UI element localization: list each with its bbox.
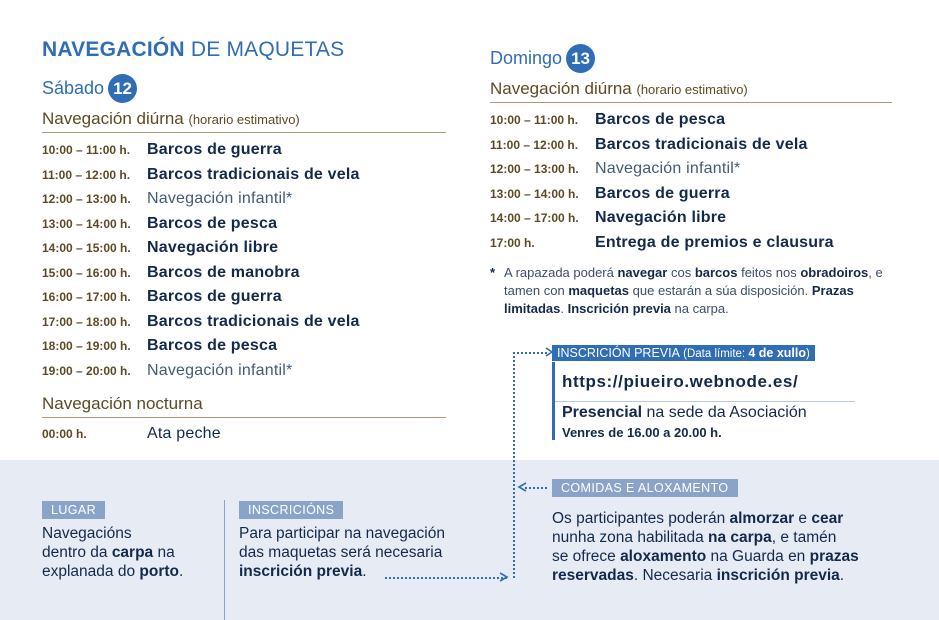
row-event: Navegación infantil* [147, 190, 293, 207]
sunday-day-section [490, 79, 892, 103]
row-time: 17:00 h. [490, 235, 535, 250]
row-event: Barcos tradicionais de vela [595, 135, 808, 153]
row-event: Barcos tradicionais de vela [147, 165, 360, 183]
inscription-label: INSCRICIÓN PREVIA (Data límite: 4 de xullo) [552, 345, 815, 361]
schedule-row [490, 111, 725, 129]
office-hours: Venres de 16.00 a 20.00 h. [562, 425, 722, 440]
footnote-text: A rapazada poderá navegar cos barcos feitos nos obradoiros, e tamen con maquetas que estarán a súa disposición. Prazas limitadas. Inscrición previa na carpa. [504, 265, 883, 316]
schedule-row [42, 313, 360, 331]
schedule-row [42, 190, 292, 208]
row-event: Barcos de pesca [595, 111, 726, 128]
schedule-row [490, 234, 834, 252]
row-time: 12:00 – 13:00 h. [490, 162, 579, 176]
schedule-row [42, 215, 277, 233]
row-time: 17:00 – 18:00 h. [42, 314, 131, 329]
footnote-star: * [490, 265, 496, 280]
row-event: Barcos de guerra [147, 288, 282, 305]
schedule-row [42, 425, 221, 443]
row-event: Navegación infantil* [595, 160, 741, 177]
connector-line [513, 352, 547, 354]
comidas-tag: COMIDAS E ALOXAMENTO [552, 479, 738, 497]
divider [555, 401, 855, 402]
row-event: Ata peche [147, 425, 221, 442]
row-event: Barcos de pesca [147, 214, 278, 232]
presencial-text: Presencial na sede da Asociación [562, 404, 807, 421]
schedule-row [42, 239, 278, 257]
day-label: Sábado [42, 78, 105, 98]
lugar-tag: LUGAR [42, 501, 105, 519]
row-time: 14:00 – 15:00 h. [42, 241, 131, 255]
section-note: (horario estimativo) [188, 112, 300, 127]
schedule-row [42, 288, 282, 306]
connector-line [525, 487, 547, 489]
row-event: Barcos de manobra [147, 263, 300, 281]
row-time: 11:00 – 12:00 h. [42, 167, 131, 182]
registration-link[interactable]: https://piueiro.webnode.es/ [562, 372, 799, 391]
day-number-badge: 12 [108, 74, 137, 103]
row-event: Barcos tradicionais de vela [147, 312, 360, 330]
day-label: Domingo [490, 48, 563, 68]
row-event: Navegación libre [595, 209, 727, 226]
row-time: 13:00 – 14:00 h. [490, 186, 579, 201]
section-label: Navegación diúrna [42, 109, 184, 128]
lugar-text: Navegacións dentro da carpa na explanada do porto. [42, 525, 184, 580]
title-rest: DE MAQUETAS [184, 38, 345, 61]
day-number-badge: 13 [566, 44, 595, 73]
row-time: 11:00 – 12:00 h. [490, 137, 579, 152]
row-time: 10:00 – 11:00 h. [490, 113, 579, 127]
schedule-row [42, 264, 300, 282]
section-note: (horario estimativo) [636, 82, 748, 97]
row-time: 19:00 – 20:00 h. [42, 363, 131, 378]
schedule-row [42, 337, 277, 355]
schedule-row [490, 209, 726, 227]
row-time: 00:00 h. [42, 427, 87, 441]
row-event: Entrega de premios e clausura [595, 233, 834, 251]
row-event: Barcos de pesca [147, 337, 278, 354]
section-label: Navegación diúrna [490, 79, 632, 98]
schedule-row [490, 185, 730, 203]
row-time: 10:00 – 11:00 h. [42, 143, 131, 157]
row-time: 14:00 – 17:00 h. [490, 211, 579, 225]
row-event: Barcos de guerra [147, 141, 282, 158]
schedule-row [42, 141, 282, 159]
inscricions-text: Para participar na navegación das maquetas será necesaria inscrición previa. [239, 525, 445, 580]
schedule-row [490, 160, 740, 178]
saturday-heading [42, 74, 137, 103]
schedule-row [490, 136, 808, 154]
schedule-row [42, 362, 292, 380]
column-separator [224, 500, 225, 620]
title-bold: NAVEGACIÓN [42, 38, 185, 61]
footnote [490, 264, 900, 318]
schedule-row [42, 166, 360, 184]
comidas-text: Os participantes poderán almorzar e cear nunha zona habilitada na carpa, e tamén se ofrece aloxamento na Guarda en prazas reservadas. Necesaria inscrición previa. [552, 510, 859, 584]
saturday-night-section [42, 394, 446, 418]
row-time: 16:00 – 17:00 h. [42, 290, 131, 304]
arrow-right-icon [498, 571, 510, 583]
page-title [42, 38, 344, 62]
row-time: 12:00 – 13:00 h. [42, 192, 131, 206]
arrow-left-icon [516, 481, 528, 493]
row-event: Navegación infantil* [147, 361, 293, 379]
arrow-right-icon [545, 346, 555, 358]
connector-line [513, 352, 515, 578]
row-time: 13:00 – 14:00 h. [42, 216, 131, 231]
saturday-day-section [42, 109, 446, 133]
sunday-heading [490, 44, 595, 73]
row-event: Navegación libre [147, 239, 279, 256]
row-time: 18:00 – 19:00 h. [42, 339, 131, 353]
inscricions-tag: INSCRICIÓNS [239, 501, 343, 519]
section-label: Navegación nocturna [42, 394, 203, 413]
row-time: 15:00 – 16:00 h. [42, 265, 131, 280]
row-event: Barcos de guerra [595, 184, 730, 202]
